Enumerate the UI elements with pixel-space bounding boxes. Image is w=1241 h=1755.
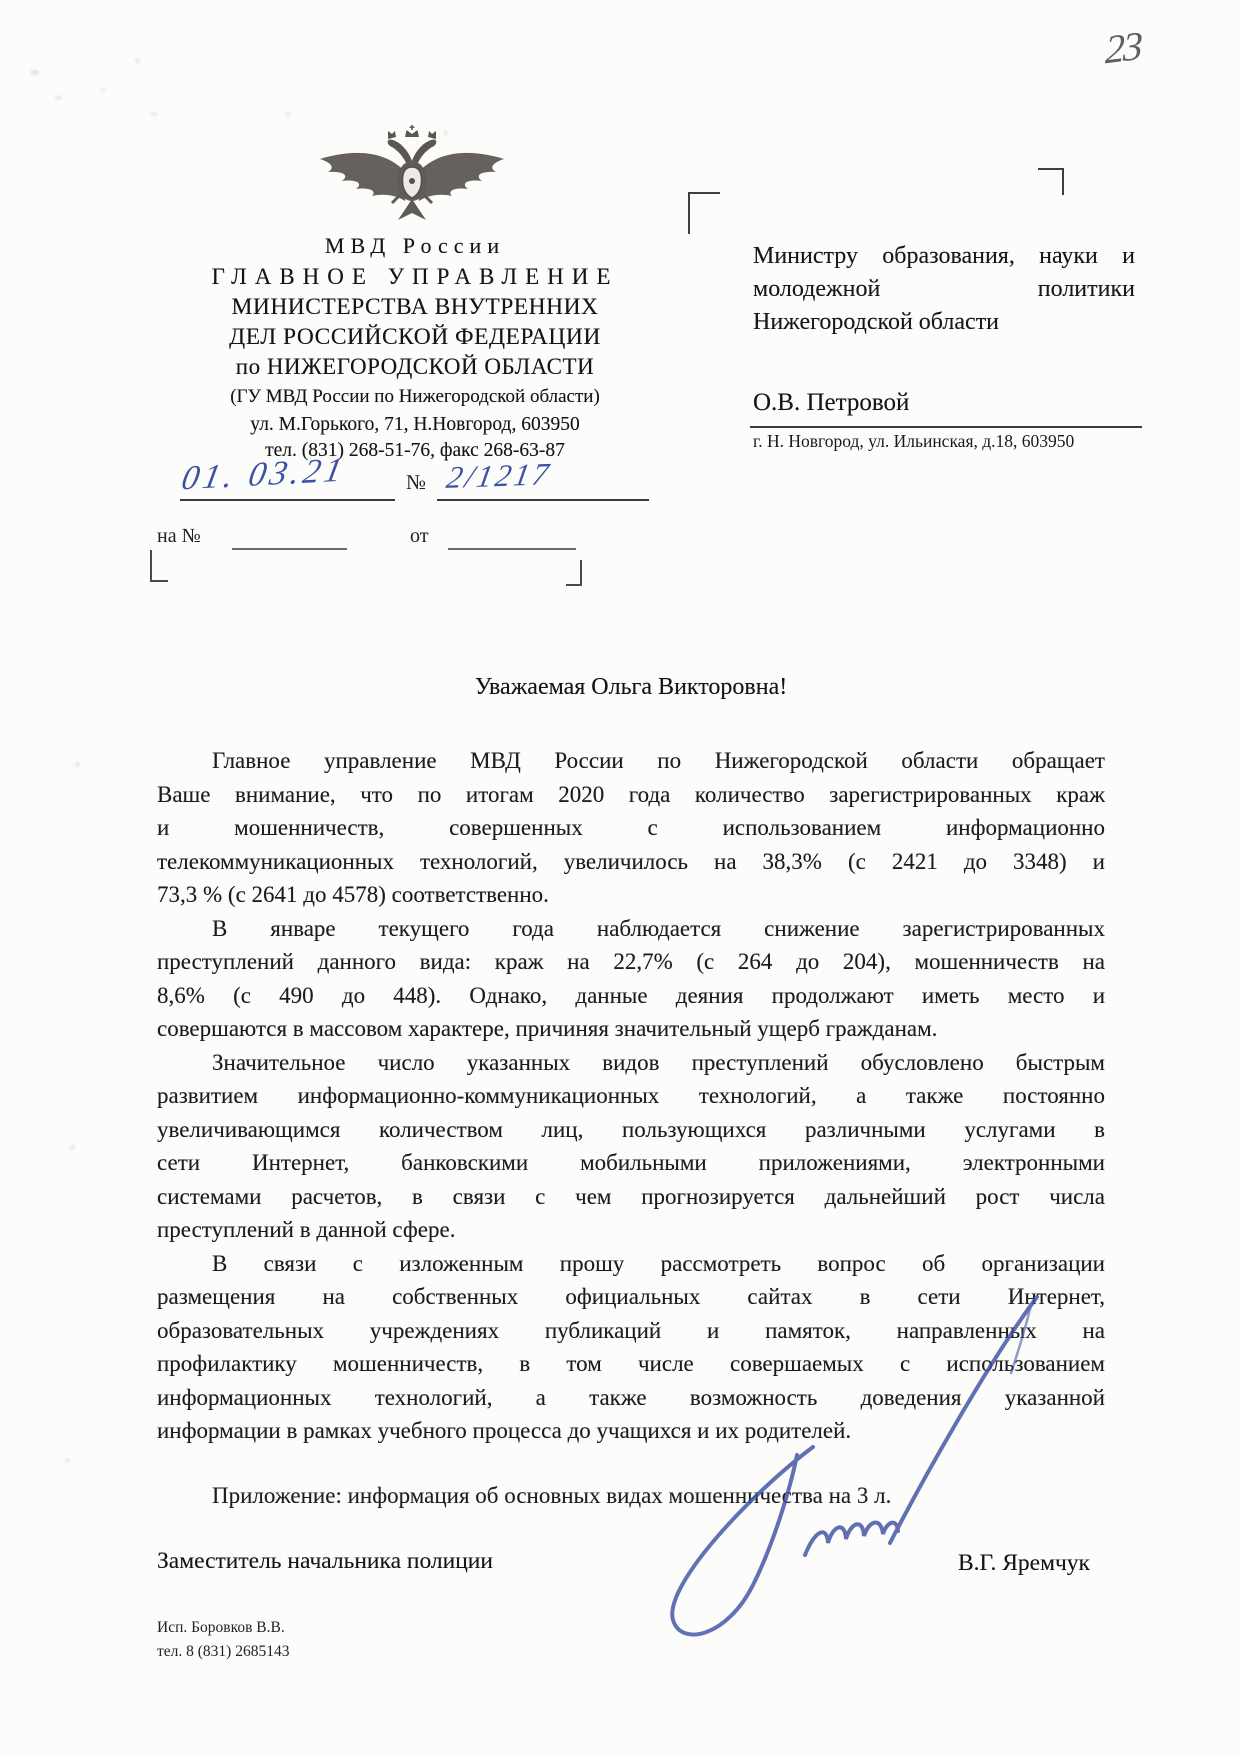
letterhead-address: ул. М.Горького, 71, Н.Новгород, 603950	[250, 414, 580, 435]
body-paragraph	[157, 744, 1105, 912]
letterhead-org-subline: (ГУ МВД России по Нижегородской области)	[230, 386, 600, 407]
letterhead-org-line: по НИЖЕГОРОДСКОЙ ОБЛАСТИ	[235, 354, 595, 379]
body-line: преступлений в данной сфере.	[157, 1217, 456, 1242]
executor-block	[157, 1616, 289, 1664]
recipient-line: Министру образования, науки и	[753, 243, 1135, 269]
date-underline	[180, 499, 395, 501]
recipient-address: г. Н. Новгород, ул. Ильинская, д.18, 603950	[753, 431, 1075, 451]
scan-speck	[150, 112, 158, 116]
letterhead-phone: тел. (831) 268-51-76, факс 268-63-87	[265, 440, 565, 461]
mvd-eagle-emblem-icon	[312, 122, 512, 224]
handwritten-date: 01. 03.21	[178, 451, 350, 498]
corner-bracket	[566, 560, 582, 586]
corner-bracket	[1038, 168, 1064, 195]
body-line: В январе текущего года наблюдается снижение зарегистрированных	[212, 915, 1105, 941]
scan-speck	[55, 96, 62, 100]
body-line: образовательных учреждениях публикаций и памяток, направленных на	[157, 1317, 1105, 1343]
body-line: Ваше внимание, что по итогам 2020 года количество зарегистрированных краж	[157, 781, 1105, 807]
handwritten-outgoing-number: 2/1217	[444, 456, 555, 495]
recipient-name: О.В. Петровой	[753, 389, 910, 416]
body-line: В связи с изложенным прошу рассмотреть вопрос об организации	[212, 1250, 1105, 1276]
salutation: Уважаемая Ольга Викторовна!	[474, 674, 788, 700]
scan-speck	[100, 88, 106, 92]
body-line: информации в рамках учебного процесса до учащихся и их родителей.	[157, 1418, 852, 1443]
body-line: системами расчетов, в связи с чем прогнозируется дальнейший рост числа	[157, 1183, 1105, 1209]
body-line: размещения на собственных официальных сайтах в сети Интернет,	[157, 1284, 1105, 1309]
letterhead-org-line: МИНИСТЕРСТВА ВНУТРЕННИХ	[231, 294, 599, 320]
body-line: 73,3 % (с 2641 до 4578) соответственно.	[157, 882, 549, 907]
scan-speck	[135, 58, 140, 63]
scan-speck	[70, 1145, 75, 1150]
ref-date-blank-line	[448, 548, 576, 550]
body-line: информационных технологий, а также возможность доведения указанной	[157, 1384, 1105, 1410]
ref-number-blank-line	[232, 548, 347, 550]
body-line: 8,6% (с 490 до 448). Однако, данные деяния продолжают иметь место и	[157, 982, 1105, 1008]
letterhead-org-line: ДЕЛ РОССИЙСКОЙ ФЕДЕРАЦИИ	[229, 324, 601, 350]
recipient-block	[753, 240, 1135, 339]
body-line: сети Интернет, банковскими мобильными приложениями, электронными	[157, 1150, 1105, 1175]
executor-phone: тел. 8 (831) 2685143	[157, 1643, 290, 1660]
signature-ink	[635, 1285, 1055, 1655]
letterhead-org-line: МВД России	[324, 233, 506, 258]
body-paragraph	[157, 1046, 1105, 1247]
body-line: совершаются в массовом характере, причиняя значительный ущерб гражданам.	[157, 1016, 938, 1041]
scan-speck	[75, 762, 80, 767]
body-line: Главное управление МВД России по Нижегородской области обращает	[212, 748, 1105, 773]
body-line: развитием информационно-коммуникационных технологий, а также постоянно	[157, 1083, 1105, 1108]
body-paragraph	[157, 912, 1105, 1046]
scan-speck	[65, 1458, 70, 1463]
ref-number-label: на №	[157, 525, 201, 547]
body-line: и мошенничеств, совершенных с использованием информационно	[157, 815, 1105, 840]
letterhead-org-line: ГЛАВНОЕ УПРАВЛЕНИЕ	[211, 264, 619, 289]
letterhead	[205, 231, 625, 464]
number-sign-label: №	[406, 470, 427, 494]
ref-date-label: от	[410, 525, 429, 547]
signer-name: В.Г. Яремчук	[958, 1550, 1090, 1576]
corner-bracket	[688, 192, 720, 234]
body-line: Значительное число указанных видов преступлений обусловлено быстрым	[212, 1049, 1105, 1075]
body-line: преступлений данного вида: краж на 22,7% (с 264 до 204), мошенничеств на	[157, 949, 1105, 974]
body-line: профилактику мошенничеств, в том числе совершаемых с использованием	[157, 1351, 1105, 1376]
scan-speck	[285, 112, 291, 117]
corner-bracket	[150, 550, 168, 582]
handwritten-page-number: 23	[1104, 22, 1142, 73]
attachment-line: Приложение: информация об основных видах мошенничества на 3 л.	[212, 1483, 892, 1508]
recipient-line: Нижегородской области	[753, 309, 1000, 335]
recipient-line: молодежной политики	[753, 276, 1135, 302]
number-underline	[437, 499, 649, 501]
recipient-underline	[750, 426, 1142, 428]
scan-speck	[30, 70, 39, 75]
body-line: телекоммуникационных технологий, увеличилось на 38,3% (с 2421 до 3348) и	[157, 848, 1105, 874]
body-line: увеличивающимся количеством лиц, пользующихся различными услугами в	[157, 1116, 1105, 1142]
executor-name: Исп. Боровков В.В.	[157, 1619, 285, 1636]
signer-position-title: Заместитель начальника полиции	[157, 1548, 493, 1574]
